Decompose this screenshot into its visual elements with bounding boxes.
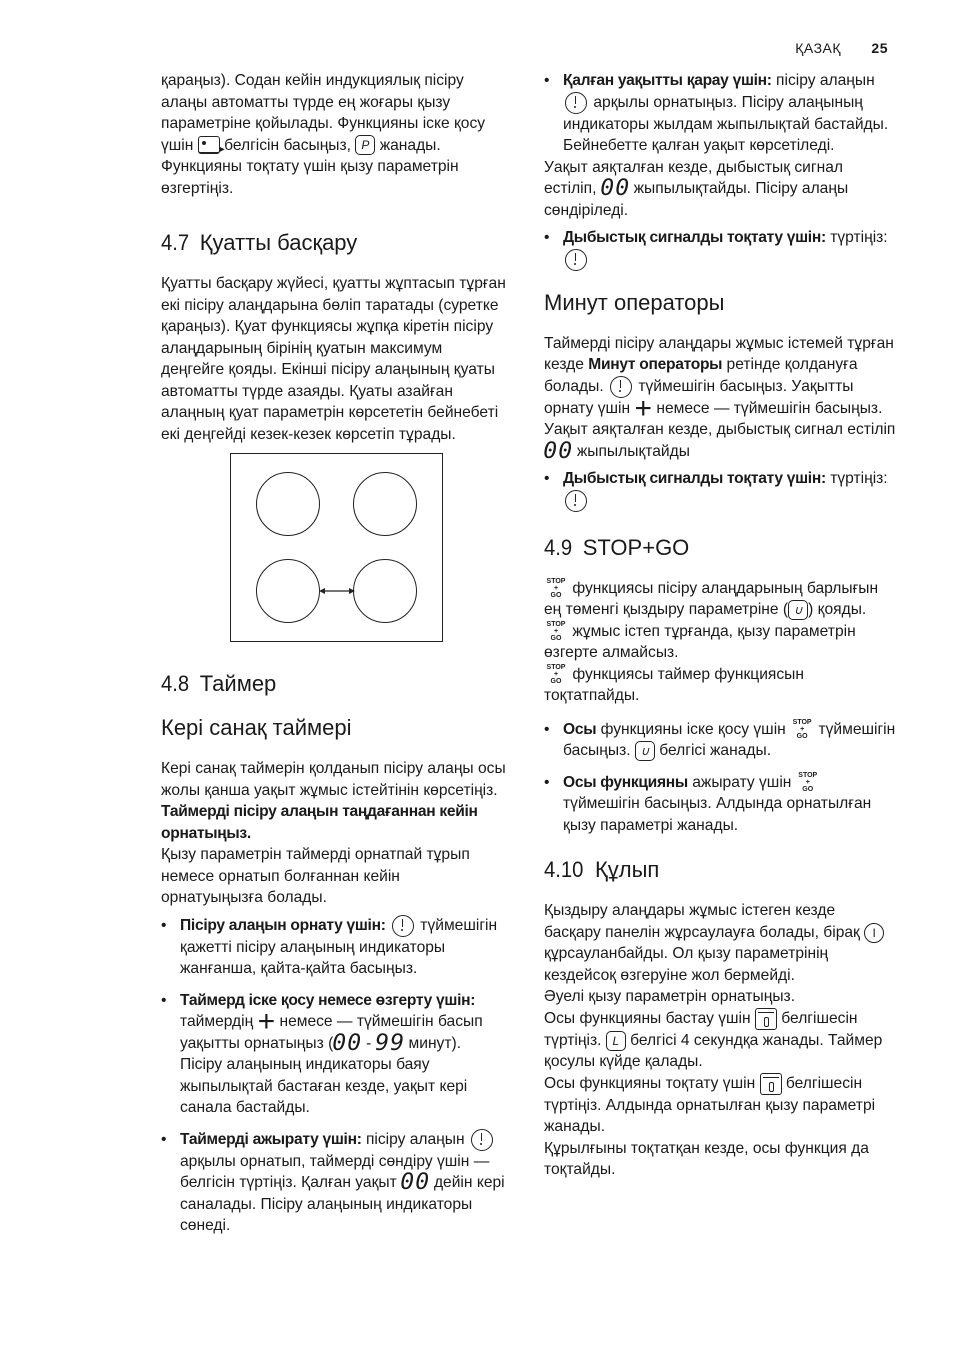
intro-paragraph <box>161 70 506 199</box>
stop-go-icon: STOP + GO <box>546 621 566 643</box>
minute-minder-paragraph <box>544 333 896 463</box>
para-text: Уақыт аяқталған кезде, дыбыстық сигнал естіліп, <box>544 158 843 197</box>
lock-indicator-icon: L <box>606 1031 626 1051</box>
on-off-icon: I <box>864 923 884 943</box>
step-text: ажырату үшін <box>692 773 792 791</box>
step-text: арқылы орнатыңыз. Пісіру алаңының индикаторы жылдам жыпылықтай бастайды. Бейнебетте қалған уақыт көрсетіледі. <box>563 93 889 154</box>
timer-icon <box>392 915 414 937</box>
cooking-zone-rear-left <box>256 472 320 536</box>
display-00-icon: 00 <box>543 438 574 464</box>
step-text: минут). Пісіру алаңының индикаторы баяу жыпылықтай бастаған кезде, уақыт кері санала бастайды. <box>180 1034 468 1117</box>
step-text: түймешігін басыңыз. Алдында орнатылған қызу параметрі жанады. <box>563 795 872 834</box>
cooking-zone-rear-right <box>353 472 417 536</box>
hob-handle-icon: ▸ <box>198 136 220 154</box>
timer-icon <box>565 249 587 271</box>
list-item <box>544 227 896 271</box>
display-99-icon: 99 <box>374 1030 405 1056</box>
lock-icon <box>760 1073 782 1095</box>
step-text: функцияны іске қосу үшін <box>600 720 786 738</box>
step-bold: Дыбыстық сигналды тоқтату үшін: <box>563 470 826 488</box>
stop-go-icon: STOP + GO <box>798 772 818 794</box>
countdown-text-2: Қызу параметрін таймерді орнатпай тұрып немесе орнатып болғаннан кейін орнатуыңызға болады. <box>161 846 470 906</box>
para-text: жыпылықтайды <box>576 442 690 460</box>
timer-icon <box>565 92 587 114</box>
section-4-7-heading <box>161 229 506 257</box>
intro-text-3: жанады. Функцияны тоқтату үшін қызу параметрін өзгертіңіз. <box>161 136 459 197</box>
keep-warm-icon: ∪ <box>788 600 808 620</box>
section-4-10-heading <box>544 856 896 884</box>
timer-icon <box>565 490 587 512</box>
step-bold: Дыбыстық сигналды тоқтату үшін: <box>563 229 826 247</box>
para-text: функциясы таймер функциясын тоқтатпайды. <box>544 665 804 705</box>
section-number: 4.10 <box>544 857 584 883</box>
section-4-9-heading <box>544 534 896 562</box>
lock-paragraph-2: Әуелі қызу параметрін орнатыңыз. <box>544 988 796 1006</box>
countdown-timer-heading: Кері санақ таймері <box>161 715 352 740</box>
step-bold: Таймерд іске қосу немесе өзгерту үшін: <box>180 991 476 1009</box>
para-text: Таймерді пісіру алаңдары жұмыс істемей тұрған кезде <box>544 334 894 374</box>
para-text: Қыздыру алаңдары жұмыс істеген кезде басқару панелін жұрсаулауға болады, бірақ <box>544 902 860 941</box>
minute-minder-heading: Минут операторы <box>544 289 725 315</box>
remaining-time-list <box>544 70 896 157</box>
section-title: Қуатты басқару <box>199 230 358 255</box>
power-booster-icon: P <box>355 135 375 155</box>
lock-paragraph-5: Құрылғыны тоқтатқан кезде, осы функция да тоқтайды. <box>544 1139 869 1179</box>
section-number: 4.8 <box>161 671 190 696</box>
para-text: Осы функцияны тоқтату үшін <box>544 1074 756 1092</box>
lock-paragraph-1 <box>544 900 896 986</box>
stop-go-icon: STOP + GO <box>546 578 566 600</box>
intro-text-2: белгісін басыңыз, <box>224 136 351 154</box>
right-column <box>544 70 896 1181</box>
para-text: жұмыс істеп тұрғанда, қызу параметрін өзгерте алмайсыз. <box>544 622 856 662</box>
section-title: STOP+GO <box>582 534 690 560</box>
list-item <box>161 990 506 1119</box>
step-text: арқылы орнатып, таймерді сөндіру үшін — белгісін түртіңіз. Қалған уақыт <box>180 1152 490 1192</box>
step-bold: Таймерді ажырату үшін: <box>180 1130 362 1148</box>
plus-icon: + <box>257 1004 276 1038</box>
cooking-zone-front-left <box>256 559 320 623</box>
display-00-icon: 00 <box>332 1030 363 1056</box>
cooking-zones-diagram <box>230 453 443 642</box>
stop-signal-list-2 <box>544 468 896 512</box>
step-text: белгісі жанады. <box>659 742 772 760</box>
stopgo-paragraph-1 <box>544 578 896 621</box>
step-text: түймешігін қажетті пісіру алаңының индикаторы жанғанша, қайта-қайта басыңыз. <box>180 916 498 977</box>
stopgo-paragraph-3 <box>544 664 896 707</box>
stopgo-steps-list <box>544 719 896 837</box>
section-4-8-heading <box>161 670 506 698</box>
display-00-icon: 00 <box>400 1170 431 1196</box>
page-number: 25 <box>871 40 888 56</box>
section-title: Құлып <box>594 857 660 883</box>
para-text: немесе — түймешігін басыңыз. Уақыт аяқталған кезде, дыбыстық сигнал естіліп <box>544 399 896 439</box>
cooking-zone-front-right <box>353 559 417 623</box>
para-text: құрсауланбайды. Ол қызу параметрінің кездейсоқ өзгеруіне жол бермейді. <box>544 945 829 984</box>
list-item <box>544 772 896 837</box>
step-text: түртіңіз: <box>830 229 888 247</box>
keep-warm-icon: ∪ <box>635 741 655 761</box>
timer-icon <box>471 1129 493 1151</box>
range-dash: - <box>366 1034 372 1052</box>
stopgo-paragraph-2 <box>544 621 896 664</box>
para-text: Осы функцияны бастау үшін <box>544 1009 751 1027</box>
plus-icon: + <box>634 391 652 425</box>
double-arrow-icon <box>319 585 355 597</box>
left-column <box>161 70 506 1247</box>
para-text: ретінде қолдануға болады. <box>544 356 858 395</box>
stop-signal-list <box>544 227 896 271</box>
list-item <box>161 915 506 980</box>
para-text: ) қояды. <box>808 601 867 619</box>
stop-go-icon: STOP + GO <box>546 664 566 686</box>
time-end-paragraph <box>544 157 896 222</box>
step-text: түймешігін басыңыз. <box>563 720 896 760</box>
para-text: белгісі 4 секундқа жанады. Таймер қосулы күйде қалады. <box>544 1031 883 1071</box>
timer-icon <box>610 376 632 398</box>
section-title: Таймер <box>199 671 277 696</box>
step-bold: Пісіру алаңын орнату үшін: <box>180 916 386 934</box>
list-item <box>161 1129 506 1237</box>
display-00-icon: 00 <box>600 176 630 202</box>
section-label: ҚАЗАҚ <box>795 40 842 56</box>
intro-text-1: қараңыз). Содан кейін индукциялық пісіру алаңы автоматты түрде ең жоғары қызу параметріне қойылады. Функцияны іске қосу үшін <box>161 72 486 154</box>
para-text: жыпылықтайды. Пісіру алаңы сөндіріледі. <box>544 180 849 219</box>
list-item <box>544 468 896 512</box>
lock-paragraph-3 <box>544 1008 896 1073</box>
step-bold: Осы функцияны <box>563 773 688 791</box>
para-bold: Минут операторы <box>588 356 723 374</box>
step-text: пісіру алаңын <box>365 1130 465 1148</box>
section-number: 4.9 <box>544 534 573 560</box>
page-header <box>795 40 888 56</box>
section-number: 4.7 <box>161 230 190 255</box>
step-bold: Қалған уақытты қарау үшін: <box>563 72 772 89</box>
para-text: функциясы пісіру алаңдарының барлығын ең төменгі қыздыру параметріне ( <box>544 579 879 619</box>
step-text: таймердің <box>180 1013 254 1030</box>
stop-go-icon: STOP + GO <box>792 719 812 741</box>
para-text: түймешігін басыңыз. Уақытты орнату үшін <box>544 377 854 417</box>
step-text: немесе — түймешігін басып уақытты орнатыңыз ( <box>180 1013 483 1052</box>
list-item <box>544 70 896 157</box>
para-text: белгішесін түртіңіз. <box>544 1009 858 1049</box>
para-text: белгішесін түртіңіз. Алдында орнатылған қызу параметрі жанады. <box>544 1074 876 1136</box>
list-item <box>544 719 896 762</box>
timer-steps-list <box>161 915 506 1237</box>
power-management-text: Қуатты басқару жүйесі, қуатты жұптасып тұрған екі пісіру алаңдарына бөліп таратады (суретке қараңыз). Қуат функциясы жұпқа кіретін пісіру алаңдарының бірінің қуатын максимум деңгейге қояды. Екінші пісіру алаңының қуаты автоматты түрде азаяды. Қуаты азайған алаңның қуат параметрін көрсететін бейнебеті екі деңгейді кезек-кезек көрсетіп тұрады. <box>161 275 506 443</box>
step-text: дейін кері саналады. Пісіру алаңының индикаторы сөнеді. <box>180 1174 505 1235</box>
lock-icon <box>755 1008 777 1030</box>
step-bold: Осы <box>563 720 597 738</box>
countdown-text: Кері санақ таймерін қолданып пісіру алаңы осы жолы қанша уақыт жұмыс істейтінін көрсетіңіз. <box>161 760 506 799</box>
step-text: пісіру алаңын <box>776 72 875 89</box>
countdown-bold-note: Таймерді пісіру алаңын таңдағаннан кейін орнатыңыз. <box>161 803 478 842</box>
lock-paragraph-4 <box>544 1073 896 1138</box>
step-text: түртіңіз: <box>830 470 888 488</box>
